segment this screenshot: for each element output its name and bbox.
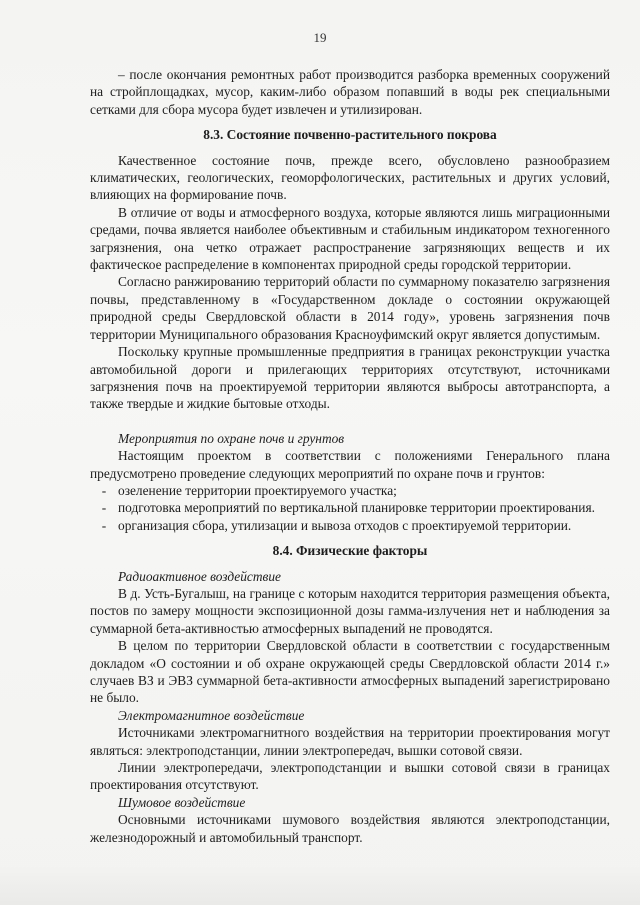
- list-item: [90, 482, 610, 499]
- list-item-text: озеленение территории проектируемого участка;: [118, 482, 397, 498]
- paragraph-pollution-sources: Поскольку крупные промышленные предприятия в границах реконструкции участка автомобильной дороги и прилегающих территориях отсутствуют, источниками загрязнения почв на проектируемой территории являются выбросы автотранспорта, а также твердые и жидкие бытовые отходы.: [90, 344, 610, 412]
- list-item: [90, 517, 610, 534]
- section-heading-8-3: 8.3. Состояние почвенно-растительного покрова: [203, 127, 497, 143]
- paragraph-protection-measures: Настоящим проектом в соответствии с положениями Генерального плана предусмотрено проведение следующих мероприятий по охране почв и грунтов:: [90, 448, 610, 481]
- paragraph-waste-removal: – после окончания ремонтных работ производится разборка временных сооружений на стройплощадках, мусор, каким-либо образом попавший в воды рек специальными сетками для сбора мусора будет извлечен и утилизирован.: [90, 67, 610, 117]
- paragraph-beta-activity: В целом по территории Свердловской области в соответствии с государственным докладом «О состоянии и об охране окружающей среды Свердловской области 2014 г.» случаев ВЗ и ЭВЗ суммарной бета-активности атмосферных выпадений зарегистрировано не было.: [90, 638, 610, 706]
- page-number: 19: [313, 30, 327, 45]
- paragraph-em-absent: Линии электропередачи, электроподстанции и вышки сотовой связи в границах проектирования отсутствуют.: [90, 760, 610, 793]
- paragraph-noise-sources: Основными источниками шумового воздействия являются электроподстанции, железнодорожный и автомобильный транспорт.: [90, 812, 610, 845]
- page-bottom-shadow: [0, 865, 640, 905]
- subheading-noise: Шумовое воздействие: [118, 794, 246, 810]
- list-item-text: подготовка мероприятий по вертикальной планировке территории проектирования.: [118, 500, 595, 516]
- list-item-text: организация сбора, утилизации и вывоза отходов с проектируемой территории.: [118, 517, 572, 533]
- list-marker: -: [101, 517, 107, 533]
- paragraph-soil-pollution-level: Согласно ранжированию территорий области по суммарному показателю загрязнения почвы, представленному в «Государственном докладе о состоянии окружающей природной среды Свердловской области в 2014 году», уровень загрязнения почв территории Муниципального образования Красноуфимский округ является допустимым.: [90, 274, 610, 342]
- paragraph-em-sources: Источниками электромагнитного воздействия на территории проектирования могут являться: электроподстанции, линии электропередач, вышки сотовой связи.: [90, 725, 610, 758]
- list-marker: -: [101, 500, 107, 516]
- document-body: [90, 66, 610, 846]
- paragraph-radiation-monitoring: В д. Усть-Бугалыш, на границе с которым находится территория размещения объекта, постов по замеру мощности экспозиционной дозы гамма-излучения нет и наблюдения за суммарной бета-активностью атмосферных выпадений не проводятся.: [90, 585, 610, 636]
- section-heading-8-4: 8.4. Физические факторы: [272, 543, 428, 559]
- subheading-electromagnetic: Электромагнитное воздействие: [118, 707, 305, 723]
- paragraph-soil-indicator: В отличие от воды и атмосферного воздуха, которые являются лишь миграционными средами, почва является наиболее объективным и стабильным индикатором техногенного загрязнения, она четко отражает распространение загрязняющих веществ и их фактическое распределение в компонентах природной среды городской территории.: [90, 204, 610, 273]
- subheading-soil-protection: Мероприятия по охране почв и грунтов: [118, 430, 345, 446]
- spacer: [90, 413, 610, 430]
- paragraph-soil-quality: Качественное состояние почв, прежде всего, обусловлено разнообразием климатических, геологических, геоморфологических, растительных и других условий, влияющих на формирование почв.: [90, 152, 610, 203]
- list-marker: -: [101, 482, 107, 498]
- list-item: [90, 499, 610, 516]
- subheading-radioactive: Радиоактивное воздействие: [118, 568, 281, 584]
